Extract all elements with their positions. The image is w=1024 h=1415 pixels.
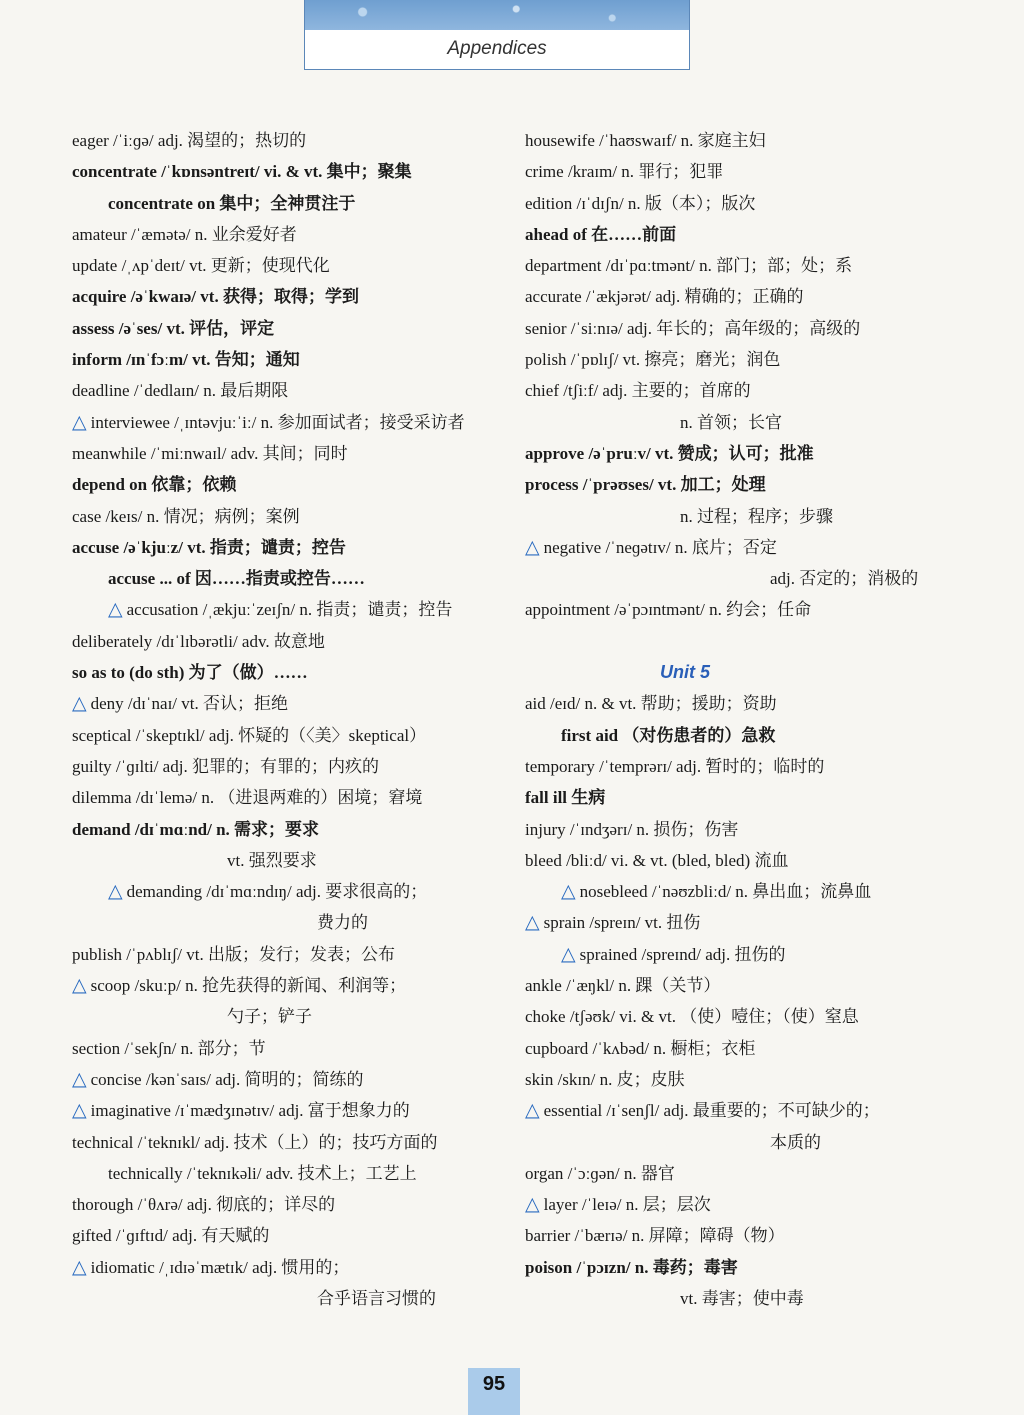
vocab-entry xyxy=(525,407,965,438)
vocab-entry-text: sprained /spreɪnd/ adj. 扭伤的 xyxy=(579,944,786,964)
vocab-entry xyxy=(525,782,965,813)
vocab-entry-text: ahead of 在……前面 xyxy=(525,224,677,244)
vocab-entry xyxy=(525,281,965,312)
vocab-entry-text: inform /ɪnˈfɔːm/ vt. 告知；通知 xyxy=(72,350,300,370)
vocab-entry-text: chief /tʃiːf/ adj. 主要的；首席的 xyxy=(525,381,751,401)
vocab-entry xyxy=(525,1158,965,1189)
vocab-entry-text: negative /ˈneɡətɪv/ n. 底片；否定 xyxy=(543,537,777,557)
triangle-icon: △ xyxy=(72,411,87,433)
vocab-entry-text: bleed /bliːd/ vi. & vt. (bled, bled) 流血 xyxy=(525,850,789,870)
vocab-entry xyxy=(525,250,965,281)
vocab-entry-text: thorough /ˈθʌrə/ adj. 彻底的；详尽的 xyxy=(72,1195,336,1215)
vocab-entry xyxy=(525,688,965,719)
vocab-entry xyxy=(72,1158,512,1189)
vocab-entry-text: housewife /ˈhaʊswaɪf/ n. 家庭主妇 xyxy=(525,131,766,150)
vocab-entry-text: 费力的 xyxy=(317,913,368,933)
vocab-entry-text: concise /kənˈsaɪs/ adj. 简明的；简练的 xyxy=(90,1069,364,1089)
vocab-entry-text: technically /ˈteknɪkəli/ adv. 技术上；工艺上 xyxy=(108,1163,417,1183)
triangle-icon: △ xyxy=(525,1194,540,1216)
unit-heading: Unit 5 xyxy=(659,662,710,683)
vocab-entry-text: vt. 毒害；使中毒 xyxy=(680,1288,804,1308)
header-title: Appendices xyxy=(447,38,547,59)
vocab-entry xyxy=(72,782,512,813)
vocab-entry xyxy=(72,657,512,688)
vocab-entry xyxy=(72,1220,512,1251)
vocab-entry xyxy=(525,375,965,406)
vocab-entry xyxy=(72,939,512,970)
vocab-entry-text: appointment /əˈpɔɪntmənt/ n. 约会；任命 xyxy=(525,600,812,620)
vocab-entry-text: amateur /ˈæmətə/ n. 业余爱好者 xyxy=(72,224,297,244)
vocab-entry-text: skin /skɪn/ n. 皮；皮肤 xyxy=(525,1069,685,1089)
vocab-entry xyxy=(525,1064,965,1095)
vocab-entry xyxy=(72,876,512,907)
vocab-entry-text: cupboard /ˈkʌbəd/ n. 橱柜；衣柜 xyxy=(525,1038,756,1058)
vocab-entry xyxy=(525,469,965,500)
vocab-entry xyxy=(72,907,512,938)
vocab-entry-text: deny /dɪˈnaɪ/ vt. 否认；拒绝 xyxy=(90,694,288,714)
triangle-icon: △ xyxy=(561,943,576,965)
vocab-entry-text: concentrate on 集中；全神贯注于 xyxy=(108,193,356,213)
right-column xyxy=(525,125,965,1314)
vocab-entry-text: accusation /ˌækjuːˈzeɪʃn/ n. 指责；谴责；控告 xyxy=(126,600,453,620)
vocab-entry-text: n. 首领；长官 xyxy=(680,412,782,432)
vocab-entry xyxy=(72,156,512,187)
vocab-entry xyxy=(525,814,965,845)
vocab-entry xyxy=(525,1252,965,1283)
vocab-entry-text: assess /əˈses/ vt. 评估，评定 xyxy=(72,318,275,338)
vocab-entry xyxy=(525,1001,965,1032)
vocab-entry-text: 勺子；铲子 xyxy=(227,1007,312,1027)
vocab-entry-text: gifted /ˈɡɪftɪd/ adj. 有天赋的 xyxy=(72,1226,270,1246)
vocab-entry xyxy=(525,626,965,657)
vocab-entry-text: process /ˈprəʊses/ vt. 加工；处理 xyxy=(525,475,766,495)
vocab-entry xyxy=(72,720,512,751)
vocab-entry-text: adj. 否定的；消极的 xyxy=(770,569,919,589)
vocab-entry xyxy=(525,313,965,344)
vocab-entry xyxy=(72,250,512,281)
vocab-entry-text: injury /ˈɪndʒərɪ/ n. 损伤；伤害 xyxy=(525,819,739,839)
vocab-entry xyxy=(72,313,512,344)
vocab-entry xyxy=(72,626,512,657)
vocab-entry-text: temporary /ˈtemprərɪ/ adj. 暂时的；临时的 xyxy=(525,756,825,776)
vocab-entry-text: crime /kraɪm/ n. 罪行；犯罪 xyxy=(525,162,724,182)
vocab-entry xyxy=(72,563,512,594)
vocab-entry-text: nosebleed /ˈnəʊzbliːd/ n. 鼻出血；流鼻血 xyxy=(579,882,872,902)
vocab-entry xyxy=(72,188,512,219)
vocab-entry xyxy=(525,125,965,156)
vocab-entry xyxy=(72,751,512,782)
vocab-entry xyxy=(525,188,965,219)
vocab-entry xyxy=(525,156,965,187)
vocab-entry-text: section /ˈsekʃn/ n. 部分；节 xyxy=(72,1038,266,1058)
triangle-icon: △ xyxy=(72,1100,87,1122)
vocab-entry-text: fall ill 生病 xyxy=(525,788,606,808)
vocab-entry xyxy=(72,1127,512,1158)
vocab-entry xyxy=(72,688,512,719)
vocab-entry-text: acquire /əˈkwaɪə/ vt. 获得；取得；学到 xyxy=(72,287,359,307)
vocab-entry xyxy=(525,1220,965,1251)
vocab-entry-text: barrier /ˈbærɪə/ n. 屏障；障碍（物） xyxy=(525,1226,785,1246)
vocab-entry-text: interviewee /ˌɪntəvjuːˈiː/ n. 参加面试者；接受采访者 xyxy=(90,412,465,432)
triangle-icon: △ xyxy=(108,599,123,621)
vocab-entry xyxy=(72,1095,512,1126)
vocab-entry-text: accuse ... of 因……指责或控告…… xyxy=(108,569,365,589)
vocab-entry-text: department /dɪˈpɑːtmənt/ n. 部门；部；处；系 xyxy=(525,256,853,276)
vocab-entry xyxy=(525,594,965,625)
vocab-entry xyxy=(525,1033,965,1064)
vocab-entry-text: n. 过程；程序；步骤 xyxy=(680,506,833,526)
vocab-entry-text: vt. 强烈要求 xyxy=(227,850,317,870)
vocab-entry-text: senior /ˈsiːnɪə/ adj. 年长的；高年级的；高级的 xyxy=(525,318,861,338)
vocab-entry-text: edition /ɪˈdɪʃn/ n. 版（本）；版次 xyxy=(525,193,756,213)
vocab-entry-text: sprain /spreɪn/ vt. 扭伤 xyxy=(543,913,701,933)
triangle-icon: △ xyxy=(72,975,87,997)
vocab-entry xyxy=(525,501,965,532)
vocab-entry xyxy=(72,1189,512,1220)
page-number: 95 xyxy=(468,1368,520,1415)
vocab-entry-text: eager /ˈiːɡə/ adj. 渴望的；热切的 xyxy=(72,131,307,150)
vocab-entry xyxy=(525,1283,965,1314)
vocab-entry xyxy=(72,1001,512,1032)
vocab-entry xyxy=(525,563,965,594)
vocab-entry xyxy=(525,907,965,938)
vocab-entry xyxy=(72,469,512,500)
vocab-entry-text: 合乎语言习惯的 xyxy=(317,1288,436,1308)
vocab-entry-text: ankle /ˈæŋkl/ n. 踝（关节） xyxy=(525,976,721,996)
vocab-entry-text: sceptical /ˈskeptɪkl/ adj. 怀疑的（〈美〉skeptical） xyxy=(72,725,427,745)
vocab-entry-text: first aid （对伤患者的）急救 xyxy=(561,725,776,745)
vocab-entry xyxy=(525,219,965,250)
vocab-entry xyxy=(72,594,512,625)
vocab-entry-text: imaginative /ɪˈmædʒɪnətɪv/ adj. 富于想象力的 xyxy=(90,1101,410,1121)
vocab-entry-text: idiomatic /ˌɪdɪəˈmætɪk/ adj. 惯用的； xyxy=(90,1257,350,1277)
vocab-entry-text: meanwhile /ˈmiːnwaɪl/ adv. 其间；同时 xyxy=(72,443,348,463)
vocab-entry xyxy=(525,970,965,1001)
vocab-entry-text: dilemma /dɪˈlemə/ n. （进退两难的）困境；窘境 xyxy=(72,788,423,808)
vocab-entry xyxy=(72,1064,512,1095)
vocab-entry-text: accurate /ˈækjərət/ adj. 精确的；正确的 xyxy=(525,287,804,307)
vocab-entry-text: so as to (do sth) 为了（做）…… xyxy=(72,663,308,683)
triangle-icon: △ xyxy=(525,1100,540,1122)
vocab-entry xyxy=(525,532,965,563)
vocab-entry-text: concentrate /ˈkɒnsəntreɪt/ vi. & vt. 集中；聚集 xyxy=(72,162,412,182)
vocab-entry xyxy=(72,438,512,469)
vocab-entry-text: deadline /ˈdedlaɪn/ n. 最后期限 xyxy=(72,381,289,401)
vocab-entry-text: approve /əˈpruːv/ vt. 赞成；认可；批准 xyxy=(525,443,814,463)
triangle-icon: △ xyxy=(108,881,123,903)
vocab-entry xyxy=(525,939,965,970)
vocab-entry-text: scoop /skuːp/ n. 抢先获得的新闻、利润等； xyxy=(90,976,407,996)
vocab-entry xyxy=(525,1127,965,1158)
left-column xyxy=(72,125,512,1314)
vocab-entry xyxy=(525,438,965,469)
vocab-entry xyxy=(72,1033,512,1064)
vocab-entry xyxy=(72,814,512,845)
vocab-entry xyxy=(525,1189,965,1220)
vocab-entry xyxy=(525,720,965,751)
vocab-entry-text: poison /ˈpɔɪzn/ n. 毒药；毒害 xyxy=(525,1257,738,1277)
vocab-entry-text: guilty /ˈɡɪlti/ adj. 犯罪的；有罪的；内疚的 xyxy=(72,756,379,776)
vocab-entry-text: layer /ˈleɪə/ n. 层；层次 xyxy=(543,1195,711,1215)
vocab-entry xyxy=(72,845,512,876)
vocab-entry xyxy=(525,1095,965,1126)
vocab-entry xyxy=(72,125,512,156)
vocab-entry xyxy=(525,751,965,782)
vocab-entry-text: aid /eɪd/ n. & vt. 帮助；援助；资助 xyxy=(525,694,777,714)
vocab-entry-text: organ /ˈɔːɡən/ n. 器官 xyxy=(525,1163,675,1183)
vocab-entry xyxy=(72,532,512,563)
vocab-entry-text: polish /ˈpɒlɪʃ/ vt. 擦亮；磨光；润色 xyxy=(525,350,781,370)
vocab-entry-text: update /ˌʌpˈdeɪt/ vt. 更新；使现代化 xyxy=(72,256,330,276)
triangle-icon: △ xyxy=(72,1068,87,1090)
header-decoration xyxy=(305,0,689,30)
appendix-header xyxy=(304,0,690,70)
vocab-entry-text: 本质的 xyxy=(770,1132,821,1152)
triangle-icon: △ xyxy=(525,912,540,934)
vocab-entry-text: deliberately /dɪˈlɪbərətli/ adv. 故意地 xyxy=(72,631,325,651)
vocab-entry xyxy=(72,281,512,312)
vocab-entry xyxy=(525,876,965,907)
vocab-entry-text: technical /ˈteknɪkl/ adj. 技术（上）的；技巧方面的 xyxy=(72,1132,438,1152)
vocab-entry xyxy=(72,219,512,250)
vocab-entry-text: depend on 依靠；依赖 xyxy=(72,475,237,495)
vocab-entry-text: accuse /əˈkjuːz/ vt. 指责；谴责；控告 xyxy=(72,537,346,557)
triangle-icon: △ xyxy=(72,693,87,715)
triangle-icon: △ xyxy=(72,1256,87,1278)
vocab-entry xyxy=(72,344,512,375)
vocab-entry-text: essential /ɪˈsenʃl/ adj. 最重要的；不可缺少的； xyxy=(543,1101,880,1121)
vocab-entry xyxy=(525,845,965,876)
vocab-entry xyxy=(72,970,512,1001)
vocab-entry xyxy=(525,344,965,375)
vocab-entry xyxy=(72,407,512,438)
triangle-icon: △ xyxy=(561,881,576,903)
vocab-entry-text: demanding /dɪˈmɑːndɪŋ/ adj. 要求很高的； xyxy=(126,882,428,902)
triangle-icon: △ xyxy=(525,536,540,558)
vocab-entry-text: choke /tʃəʊk/ vi. & vt. （使）噎住；（使）窒息 xyxy=(525,1007,859,1027)
vocab-entry xyxy=(72,501,512,532)
vocab-entry-text: case /keɪs/ n. 情况；病例；案例 xyxy=(72,506,300,526)
vocab-entry xyxy=(72,375,512,406)
vocab-entry-text: publish /ˈpʌblɪʃ/ vt. 出版；发行；发表；公布 xyxy=(72,944,395,964)
vocab-entry-text: demand /dɪˈmɑːnd/ n. 需求；要求 xyxy=(72,819,320,839)
vocab-entry xyxy=(72,1252,512,1283)
vocab-entry xyxy=(72,1283,512,1314)
